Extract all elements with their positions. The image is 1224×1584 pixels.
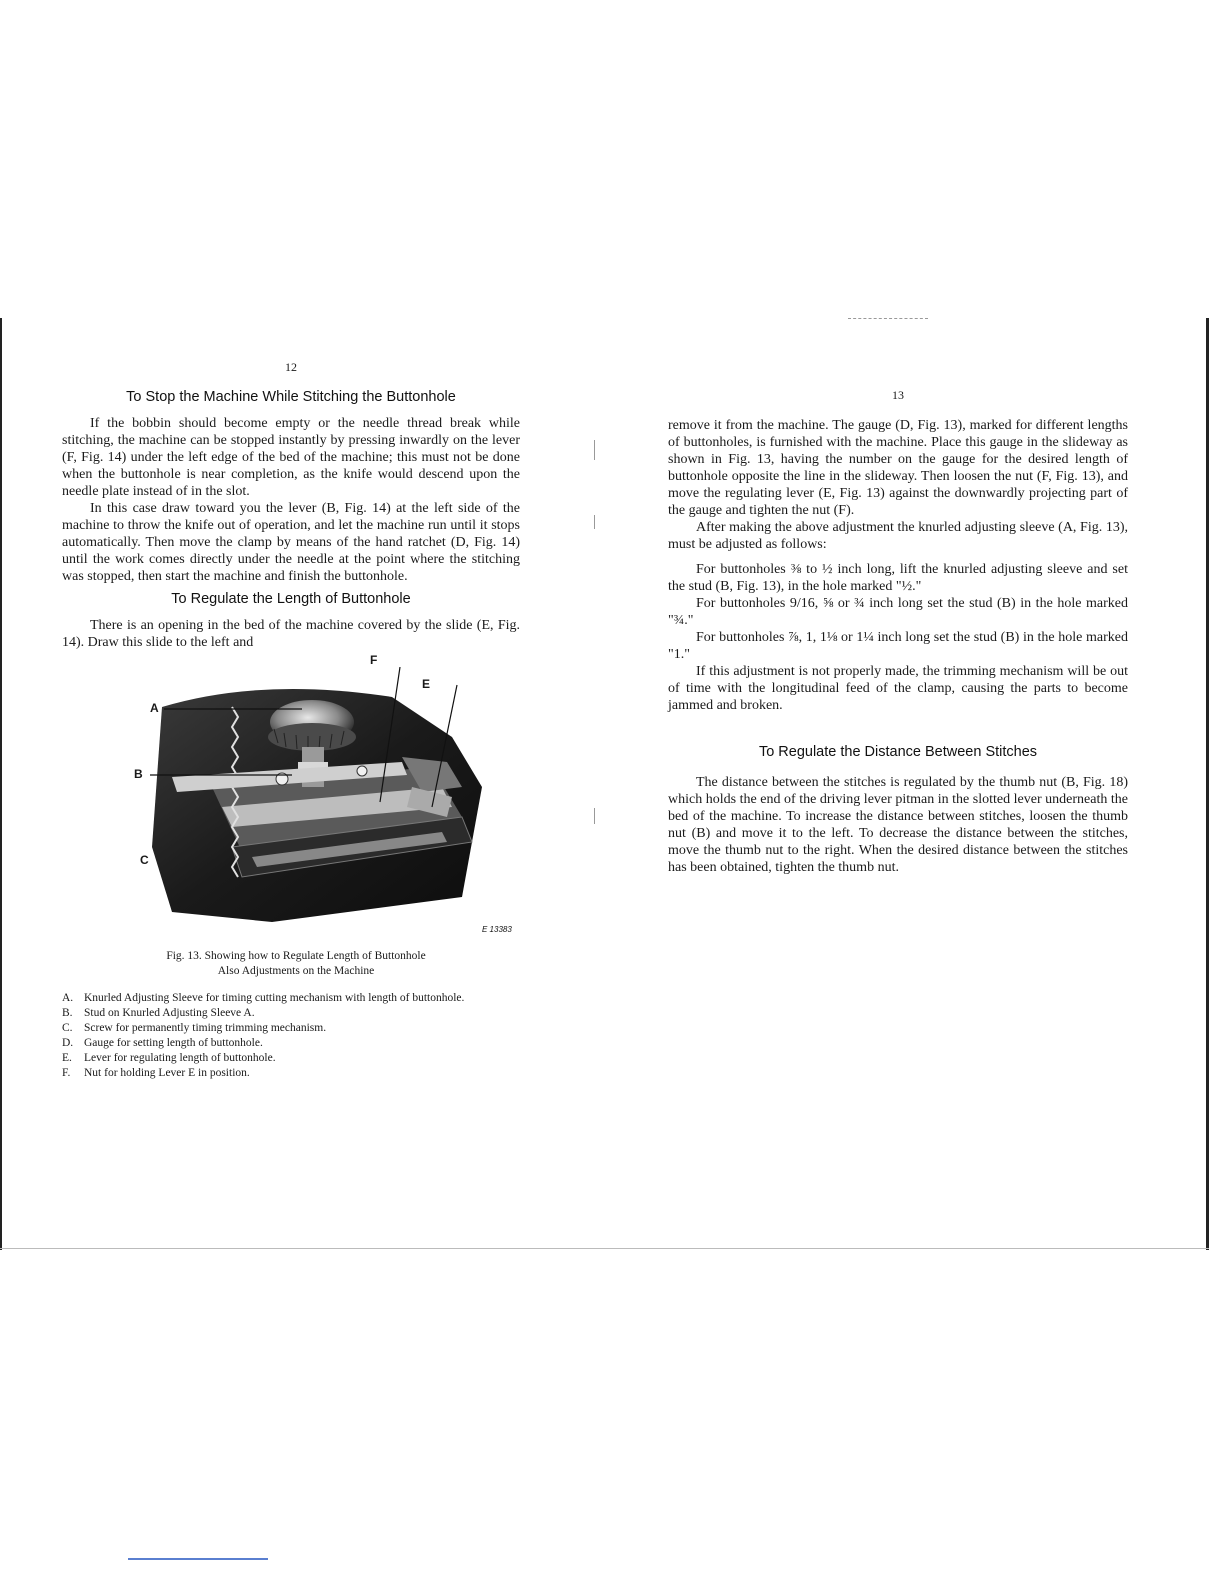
caption-line: Fig. 13. Showing how to Regulate Length of Buttonhole xyxy=(166,950,426,962)
legend-key: E. xyxy=(62,1052,72,1064)
paragraph: remove it from the machine. The gauge (D, Fig. 13), marked for different lengths of buttonholes, is furnished with the machine. Place this gauge in the slideway as shown in Fig. 13, having the number on the gauge for the desired length of buttonhole opposite the line in the slideway. Then loosen the nut (F, Fig. 13), and move the regulating lever (E, Fig. 13) against the downwardly projecting part of the gauge and tighten the nut (F). xyxy=(668,418,1128,518)
legend-item xyxy=(62,1051,520,1065)
top-scan-mark xyxy=(848,318,928,319)
legend-text: Screw for permanently timing trimming mechanism. xyxy=(84,1022,327,1034)
paragraph: For buttonholes 9/16, ⅝ or ¾ inch long set the stud (B) in the hole marked "¾." xyxy=(668,596,1128,628)
legend-text: Nut for holding Lever E in position. xyxy=(84,1067,250,1079)
paragraph: If this adjustment is not properly made, the trimming mechanism will be out of time with the longitudinal feed of the clamp, causing the parts to become jammed and broken. xyxy=(668,664,1128,713)
figure-label-b: B xyxy=(134,767,143,781)
legend-key: F. xyxy=(62,1067,71,1079)
page-border-right xyxy=(1206,318,1209,1250)
left-page xyxy=(62,360,520,1081)
legend-item xyxy=(62,1066,520,1080)
figure-label-c: C xyxy=(140,853,149,867)
legend-text: Knurled Adjusting Sleeve for timing cutting mechanism with length of buttonhole. xyxy=(84,992,465,1004)
figure-label-d: D xyxy=(172,899,181,913)
gutter-mark xyxy=(594,515,595,529)
figure-label-a: A xyxy=(150,701,159,715)
legend-key: D. xyxy=(62,1037,74,1049)
legend-key: C. xyxy=(62,1022,73,1034)
legend-item xyxy=(62,991,520,1005)
figure-label-e: E xyxy=(422,677,431,691)
legend-key: B. xyxy=(62,1007,73,1019)
gutter-mark xyxy=(594,440,595,460)
caption-line: Also Adjustments on the Machine xyxy=(217,965,375,977)
section-heading-stitch-distance: To Regulate the Distance Between Stitches xyxy=(758,744,1038,760)
paragraph: If the bobbin should become empty or the needle thread break while stitching, the machine can be stopped instantly by pressing inwardly on the lever (F, Fig. 14) under the left edge of the bed of the machine; this must not be done when the buttonhole is near completion, as the knife would descend upon the needle plate instead of in the slot. xyxy=(62,416,520,499)
right-page xyxy=(668,388,1128,876)
legend-item xyxy=(62,1036,520,1050)
machine-photo-image xyxy=(102,667,522,937)
page-number: 12 xyxy=(285,360,297,374)
page-border-bottom xyxy=(0,1248,1209,1249)
figure-label-f: F xyxy=(370,653,378,667)
page-number: 13 xyxy=(892,388,904,402)
figure-code: E 13383 xyxy=(482,925,512,934)
legend-text: Gauge for setting length of buttonhole. xyxy=(84,1037,263,1049)
legend-key: A. xyxy=(62,992,74,1004)
legend-text: Stud on Knurled Adjusting Sleeve A. xyxy=(84,1007,255,1019)
paragraph: For buttonholes ⅞, 1, 1⅛ or 1¼ inch long set the stud (B) in the hole marked "1." xyxy=(668,630,1128,662)
legend-text: Lever for regulating length of buttonhole. xyxy=(84,1052,276,1064)
legend-item xyxy=(62,1021,520,1035)
paragraph: After making the above adjustment the knurled adjusting sleeve (A, Fig. 13), must be adjusted as follows: xyxy=(668,520,1128,552)
paragraph: In this case draw toward you the lever (B, Fig. 14) at the left side of the machine to throw the knife out of operation, and let the machine run until it stops automatically. Then move the clamp by means of the hand ratchet (D, Fig. 14) until the work comes directly under the needle at the point where the stitching was stopped, then start the machine and finish the buttonhole. xyxy=(62,501,520,584)
figure-13 xyxy=(102,653,522,937)
paragraph: The distance between the stitches is regulated by the thumb nut (B, Fig. 18) which holds the end of the driving lever pitman in the slotted lever underneath the bed of the machine. To increase the distance between stitches, loosen the thumb nut (B) and move it to the left. To decrease the distance between the stitches, move the thumb nut to the right. When the desired distance between the stitches has been obtained, tighten the thumb nut. xyxy=(668,775,1128,875)
figure-legend xyxy=(62,991,520,1080)
paragraph: For buttonholes ⅜ to ½ inch long, lift the knurled adjusting sleeve and set the stud (B, Fig. 13), in the hole marked "½." xyxy=(668,562,1128,594)
section-heading-stop-machine: To Stop the Machine While Stitching the Buttonhole xyxy=(126,389,456,405)
gutter-mark xyxy=(594,808,595,824)
section-heading-length: To Regulate the Length of Buttonhole xyxy=(171,591,411,607)
paragraph: There is an opening in the bed of the machine covered by the slide (E, Fig. 14). Draw this slide to the left and xyxy=(62,618,520,650)
bottom-blue-mark xyxy=(128,1558,268,1560)
legend-item xyxy=(62,1006,520,1020)
figure-caption xyxy=(72,949,520,979)
page-border-left xyxy=(0,318,2,1250)
